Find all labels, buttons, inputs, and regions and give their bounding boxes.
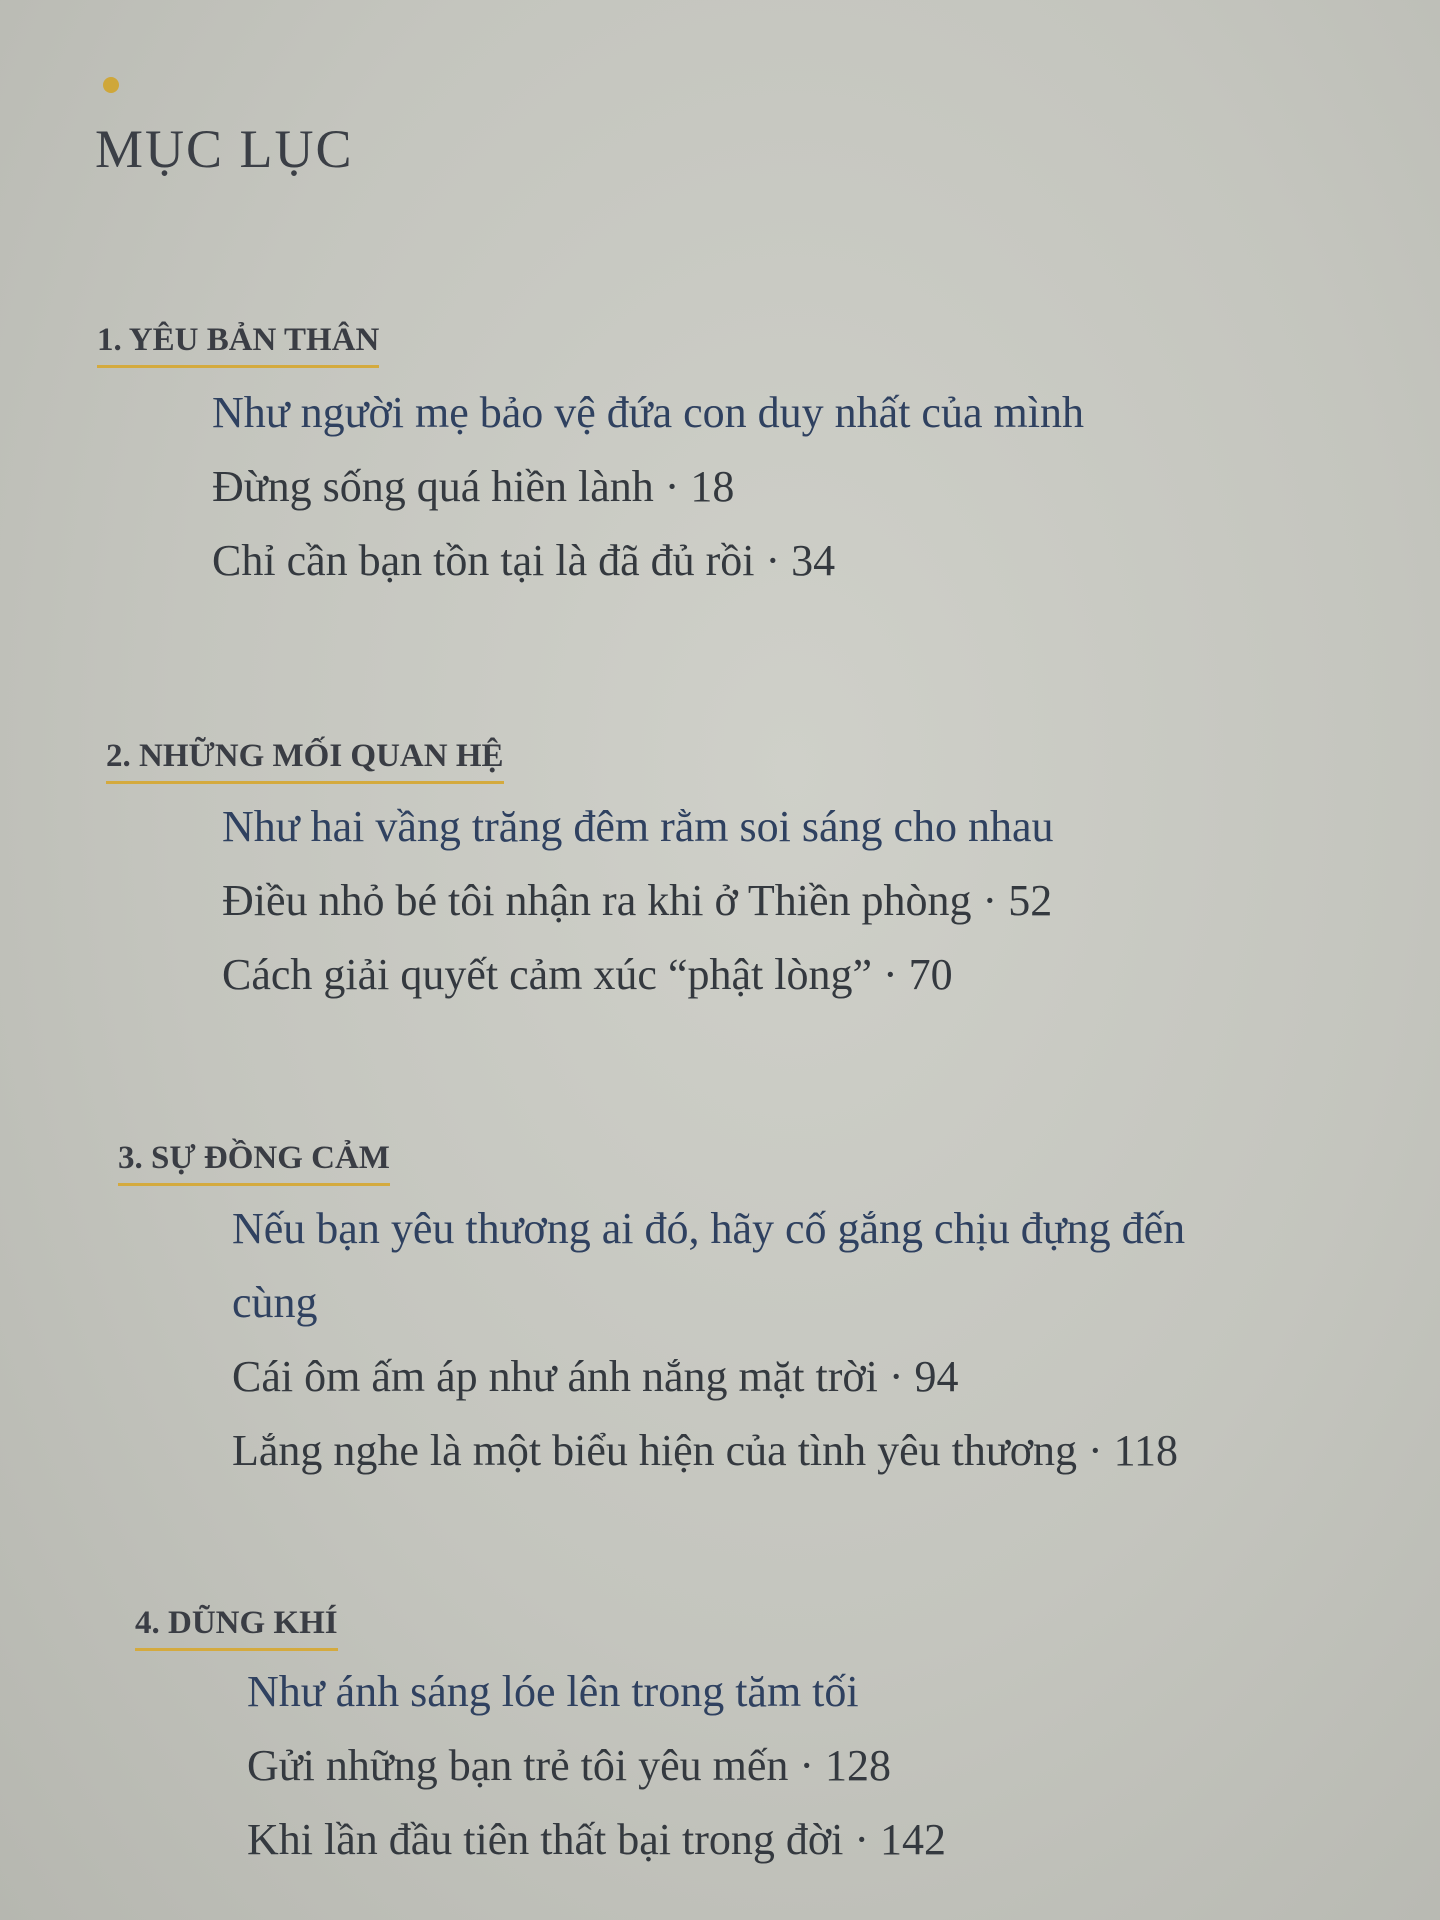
toc-section-4 (135, 1605, 946, 1877)
section-heading: 4. DŨNG KHÍ (135, 1605, 338, 1651)
toc-section-1 (97, 322, 1084, 598)
toc-entry-lead[interactable]: Như ánh sáng lóe lên trong tăm tối (247, 1667, 859, 1716)
toc-entry-lead[interactable]: Như hai vầng trăng đêm rằm soi sáng cho nhau (222, 802, 1054, 851)
toc-entry[interactable]: Cách giải quyết cảm xúc “phật lòng” · 70 (222, 950, 953, 999)
toc-section-3 (118, 1140, 1252, 1488)
entry-list (212, 376, 1084, 598)
section-heading: 2. NHỮNG MỐI QUAN HỆ (106, 738, 504, 784)
section-heading: 1. YÊU BẢN THÂN (97, 322, 379, 368)
toc-entry-lead[interactable]: Nếu bạn yêu thương ai đó, hãy cố gắng chịu đựng đến cùng (232, 1204, 1186, 1327)
toc-entry[interactable]: Khi lần đầu tiên thất bại trong đời · 142 (247, 1815, 947, 1864)
toc-entry-lead[interactable]: Như người mẹ bảo vệ đứa con duy nhất của mình (212, 388, 1084, 437)
section-heading: 3. SỰ ĐỒNG CẢM (118, 1140, 390, 1186)
toc-entry[interactable]: Điều nhỏ bé tôi nhận ra khi ở Thiền phòng · 52 (222, 876, 1053, 925)
page-title: MỤC LỤC (95, 119, 354, 179)
decorative-dot (103, 77, 119, 93)
toc-entry[interactable]: Cái ôm ấm áp như ánh nắng mặt trời · 94 (232, 1352, 959, 1401)
entry-list (222, 790, 1054, 1012)
entry-list (247, 1655, 946, 1877)
toc-entry[interactable]: Chỉ cần bạn tồn tại là đã đủ rồi · 34 (212, 536, 836, 585)
toc-entry[interactable]: Đừng sống quá hiền lành · 18 (212, 462, 735, 511)
toc-section-2 (106, 738, 1054, 1012)
toc-entry[interactable]: Gửi những bạn trẻ tôi yêu mến · 128 (247, 1741, 892, 1790)
toc-entry[interactable]: Lắng nghe là một biểu hiện của tình yêu thương · 118 (232, 1426, 1179, 1475)
entry-list (232, 1192, 1252, 1488)
